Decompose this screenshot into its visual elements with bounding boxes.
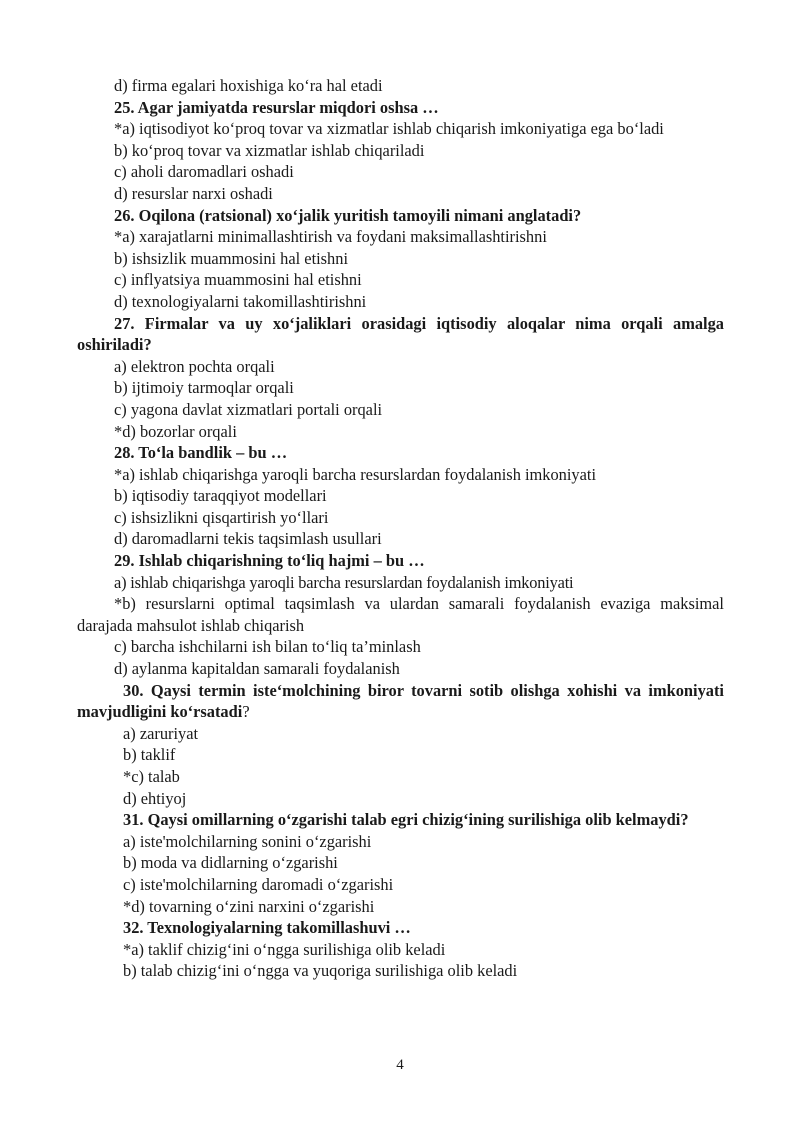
- answer-correct: *b) resurslarni optimal taqsimlash va ulardan samarali foydalanish evaziga maksimal darajada mahsulot ishlab chiqarish: [77, 594, 724, 635]
- question-32: 32. Texnologiyalarning takomillashuvi …: [123, 918, 411, 938]
- option-text: c) iste'molchilarning daromadi o‘zgarishi: [123, 874, 394, 894]
- option-text: d) ehtiyoj: [123, 788, 187, 808]
- question-30-text: 30. Qaysi termin iste‘molchining biror tovarni sotib olishga xohishi va imkoniyati mavjudligini ko‘rsatadi: [77, 680, 724, 722]
- option-text: d) daromadlarni tekis taqsimlash usullari: [114, 529, 382, 549]
- option-text: b) ijtimoiy tarmoqlar orqali: [114, 378, 294, 398]
- option-text: c) aholi daromadlari oshadi: [114, 162, 294, 182]
- option-text: b) ishsizlik muammosini hal etishni: [114, 248, 349, 268]
- option-text: a) elektron pochta orqali: [114, 356, 275, 376]
- option-text: b) talab chizig‘ini o‘ngga va yuqoriga surilishiga olib keladi: [123, 961, 518, 981]
- answer-correct: *a) xarajatlarni minimallashtirish va foydani maksimallashtirishni: [114, 227, 547, 247]
- question-30: [77, 680, 724, 723]
- answer-correct: *d) tovarning o‘zini narxini o‘zgarishi: [123, 896, 375, 916]
- option-text: d) firma egalari hoxishiga ko‘ra hal etadi: [114, 76, 383, 95]
- question-30-mark: ?: [242, 702, 250, 722]
- option-text: c) yagona davlat xizmatlari portali orqali: [114, 399, 383, 419]
- document-page: [77, 75, 724, 982]
- question-27: 27. Firmalar va uy xo‘jaliklari orasidagi iqtisodiy aloqalar nima orqali amalga oshiriladi?: [77, 313, 724, 355]
- answer-correct: *d) bozorlar orqali: [114, 421, 237, 441]
- option-text: b) ko‘proq tovar va xizmatlar ishlab chiqariladi: [114, 140, 425, 160]
- answer-correct: *a) iqtisodiyot ko‘proq tovar va xizmatlar ishlab chiqarish imkoniyatiga ega bo‘ladi: [114, 119, 664, 139]
- option-text: a) zaruriyat: [123, 723, 199, 743]
- option-text: b) moda va didlarning o‘zgarishi: [123, 853, 338, 873]
- question-28: 28. To‘la bandlik – bu …: [114, 443, 288, 463]
- option-text: c) ishsizlikni qisqartirish yo‘llari: [114, 507, 329, 527]
- question-29: 29. Ishlab chiqarishning to‘liq hajmi – bu …: [114, 551, 425, 571]
- question-26: 26. Oqilona (ratsional) xo‘jalik yuritish tamoyili nimani anglatadi?: [114, 205, 582, 225]
- option-text: c) barcha ishchilarni ish bilan to‘liq ta’minlash: [114, 637, 421, 657]
- option-text: a) iste'molchilarning sonini o‘zgarishi: [123, 831, 372, 851]
- answer-correct: *a) ishlab chiqarishga yaroqli barcha resurslardan foydalanish imkoniyati: [114, 464, 597, 484]
- option-text: d) resurslar narxi oshadi: [114, 183, 273, 203]
- option-text: c) inflyatsiya muammosini hal etishni: [114, 270, 362, 290]
- question-25: 25. Agar jamiyatda resurslar miqdori oshsa …: [114, 97, 439, 117]
- page-number: 4: [396, 1057, 404, 1073]
- option-text: d) texnologiyalarni takomillashtirishni: [114, 291, 367, 311]
- answer-correct: *c) talab: [123, 767, 180, 786]
- option-text: b) taklif: [123, 745, 176, 765]
- option-text: d) aylanma kapitaldan samarali foydalanish: [114, 659, 400, 679]
- answer-correct: *a) taklif chizig‘ini o‘ngga surilishiga olib keladi: [123, 939, 446, 959]
- option-text: a) ishlab chiqarishga yaroqli barcha resurslardan foydalanish imkoniyati: [114, 572, 574, 592]
- question-31: 31. Qaysi omillarning o‘zgarishi talab egri chizig‘ining surilishiga olib kelmaydi?: [123, 810, 689, 830]
- option-text: b) iqtisodiy taraqqiyot modellari: [114, 486, 327, 506]
